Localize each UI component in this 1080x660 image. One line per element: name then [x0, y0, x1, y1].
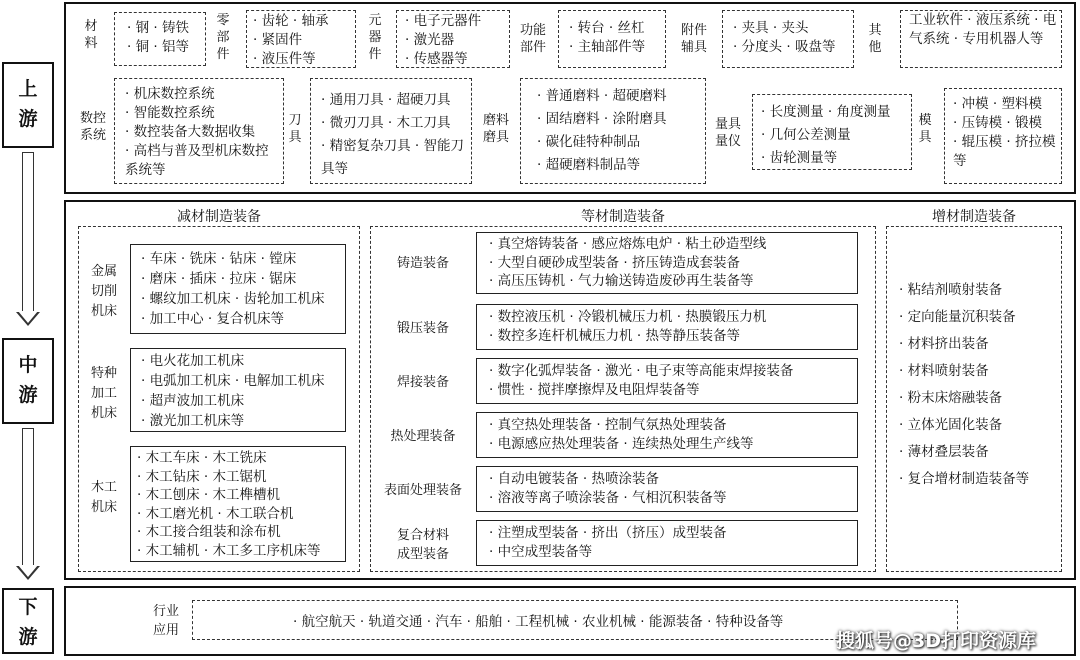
label-heat-treatment: 热处理装备	[390, 429, 456, 444]
label-functional-parts: 功能 部件	[519, 23, 546, 55]
stage-downstream: 下 游	[2, 588, 54, 654]
box-others: 工业软件 · 液压系统 · 电气系统 · 专用机器人等	[900, 10, 1062, 68]
additive-item: · 立体光固化装备	[899, 412, 1061, 439]
label-abrasives: 磨料 磨具	[482, 113, 509, 145]
box-composite-forming: · 注塑成型装备 · 挤出（挤压）成型装备 · 中空成型装备等	[476, 520, 858, 566]
box-components: · 电子元器件 · 激光器 · 传感器等	[396, 10, 510, 68]
label-welding: 焊接装备	[396, 375, 449, 390]
additive-item: · 复合增材制造装备等	[899, 466, 1061, 493]
box-casting: · 真空熔铸装备 · 感应熔炼电炉 · 粘土砂造型线 · 大型自硬砂成型装备 · 挤压铸造成套装备 · 高压压铸机 · 气力输送铸造废砂再生装备等	[476, 232, 858, 294]
label-parts: 零 部 件	[216, 13, 230, 62]
additive-item: · 薄材叠层装备	[899, 439, 1061, 466]
additive-item: · 材料喷射装备	[899, 358, 1061, 385]
box-molds: · 冲模 · 塑料模 · 压铸模 · 锻模 · 辊压模 · 挤拉模等	[944, 88, 1062, 184]
label-gauges: 量具 量仪	[714, 117, 741, 149]
label-components: 元 器 件	[368, 13, 382, 62]
additive-item: · 粉末床熔融装备	[899, 385, 1061, 412]
watermark: 搜狐号@3D打印资源库	[836, 630, 1036, 652]
box-surface-treatment: · 自动电镀装备 · 热喷涂装备 · 溶液等离子喷涂装备 · 气相沉积装备等	[476, 466, 858, 512]
stage-midstream: 中 游	[2, 338, 54, 424]
box-abrasives: · 普通磨料 · 超硬磨料 · 固结磨料 · 涂附磨具 · 碳化硅特种制品 · 超硬磨料制品等	[520, 78, 706, 184]
arrow-mid-to-down	[16, 428, 40, 588]
label-industry-application: 行业 应用	[152, 604, 179, 638]
box-gauges: · 长度测量 · 角度测量 · 几何公差测量 · 齿轮测量等	[752, 94, 912, 170]
box-tools: · 通用刀具 · 超硬刀具 · 微刃刀具 · 木工刀具 · 精密复杂刀具 · 智能刀具等	[310, 78, 472, 184]
label-special-machining: 特种 加工 机床	[90, 366, 117, 421]
label-accessories: 附件 辅具	[680, 23, 707, 55]
arrow-up-to-mid	[16, 152, 40, 334]
box-materials: · 钢 · 铸铁 · 铜 · 铝等	[114, 12, 206, 66]
stage-upstream: 上 游	[2, 62, 54, 148]
box-cnc-system: · 机床数控系统 · 智能数控系统 · 数控装备大数据收集 · 高档与普及型机床数控系统等	[114, 78, 284, 184]
label-surface-treatment: 表面处理装备	[383, 483, 462, 498]
additive-item: · 材料挤出装备	[899, 331, 1061, 358]
subtractive-title: 减材制造装备	[177, 209, 261, 225]
box-welding: · 数字化弧焊装备 · 激光 · 电子束等高能束焊接装备 · 惯性 · 搅拌摩擦焊及电阻焊装备等	[476, 358, 858, 404]
box-metal-cutting: · 车床 · 铣床 · 钻床 · 镗床 · 磨床 · 插床 · 拉床 · 锯床 · 螺纹加工机床 · 齿轮加工机床 · 加工中心 · 复合机床等	[130, 244, 346, 334]
label-tools: 刀 具	[288, 113, 302, 145]
box-industry-application: · 航空航天 · 轨道交通 · 汽车 · 船舶 · 工程机械 · 农业机械 · 能源装备 · 特种设备等	[192, 600, 958, 640]
label-molds: 模 具	[918, 113, 932, 145]
box-functional-parts: · 转台 · 丝杠 · 主轴部件等	[558, 10, 666, 68]
box-special-machining: · 电火花加工机床 · 电弧加工机床 · 电解加工机床 · 超声波加工机床 · 激光加工机床等	[130, 348, 346, 432]
box-woodworking: · 木工车床 · 木工铣床 · 木工钻床 · 木工锯机 · 木工刨床 · 木工榫槽机 · 木工磨光机 · 木工联合机 · 木工接合组装和涂布机 · 木工辅机 · 木工多工序机床等	[130, 446, 346, 562]
additive-section	[886, 226, 1062, 572]
label-forging: 锻压装备	[396, 321, 449, 336]
box-forging: · 数控液压机 · 冷锻机械压力机 · 热膜锻压力机 · 数控多连杆机械压力机 · 热等静压装备等	[476, 304, 858, 350]
label-metal-cutting: 金属 切削 机床	[90, 264, 117, 319]
equal-title: 等材制造装备	[581, 209, 665, 225]
label-cnc-system: 数控 系统	[79, 111, 106, 143]
label-composite-forming: 复合材料 成型装备	[396, 528, 449, 562]
box-accessories: · 夹具 · 夹头 · 分度头 · 吸盘等	[722, 10, 854, 68]
box-parts: · 齿轮 · 轴承 · 紧固件 · 液压件等	[246, 10, 356, 68]
additive-item: · 粘结剂喷射装备	[899, 277, 1061, 304]
label-woodworking: 木工 机床	[90, 480, 117, 515]
label-materials: 材 料	[84, 19, 98, 51]
additive-item: · 定向能量沉积装备	[899, 304, 1061, 331]
additive-title: 增材制造装备	[932, 209, 1016, 225]
label-others: 其 他	[868, 23, 882, 55]
box-heat-treatment: · 真空热处理装备 · 控制气氛热处理装备 · 电源感应热处理装备 · 连续热处理生产线等	[476, 412, 858, 458]
label-casting: 铸造装备	[396, 256, 449, 271]
